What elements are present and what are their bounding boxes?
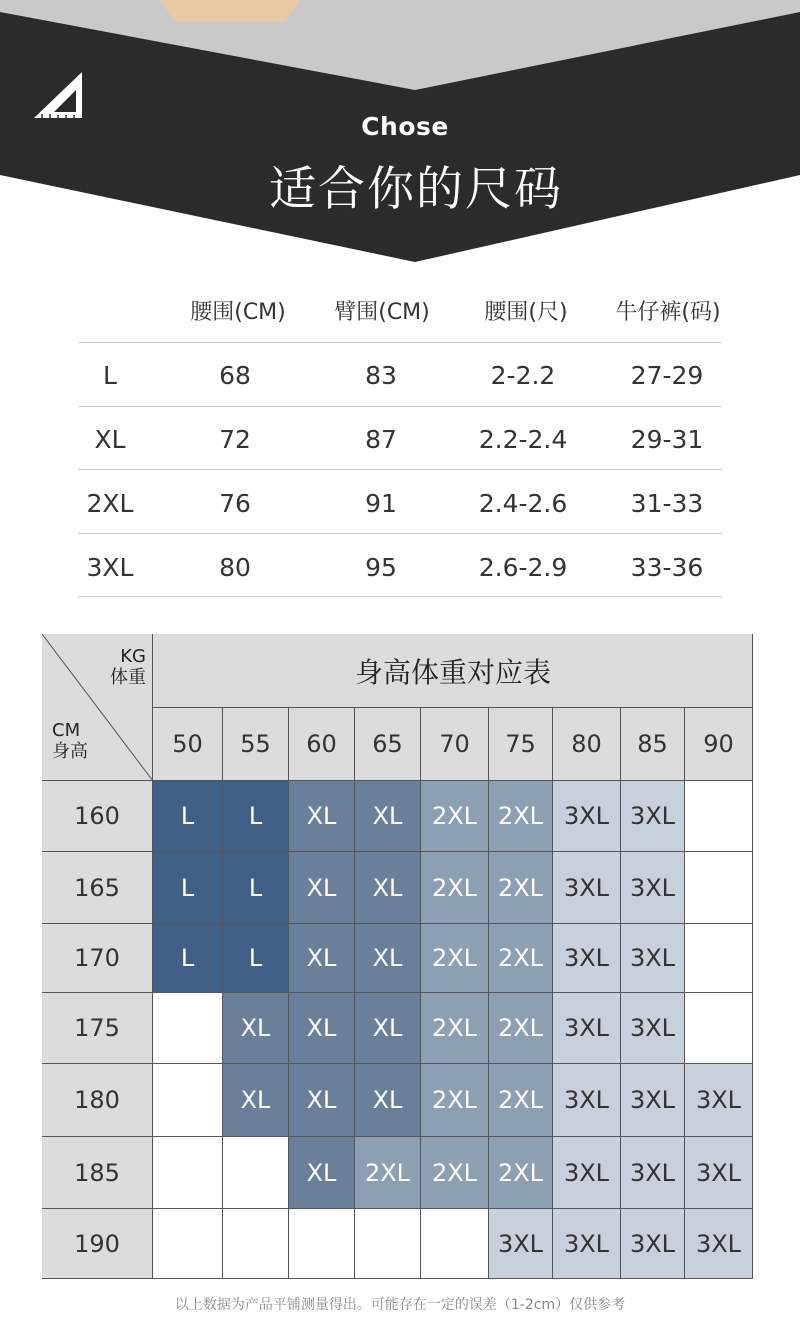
grid-cell: 3XL <box>621 1209 685 1279</box>
grid-cell: 2XL <box>421 1064 489 1137</box>
grid-cell: 2XL <box>421 924 489 993</box>
grid-cell <box>355 1209 421 1279</box>
size-table-cell: 2.4-2.6 <box>478 489 568 518</box>
grid-cell <box>685 993 753 1064</box>
size-table-cell: 87 <box>365 425 397 454</box>
weight-header: 65 <box>355 708 421 781</box>
size-table-cell: 2.6-2.9 <box>478 553 568 582</box>
grid-cell: L <box>153 781 223 852</box>
grid-cell <box>153 1209 223 1279</box>
grid-cell: 3XL <box>621 1137 685 1209</box>
banner-title-zh: 适合你的尺码 <box>269 162 563 217</box>
grid-cell: 3XL <box>621 993 685 1064</box>
grid-cell: 2XL <box>489 1137 553 1209</box>
weight-header: 90 <box>685 708 753 781</box>
size-table-cell: 2-2.2 <box>490 361 556 390</box>
grid-cell: 2XL <box>421 781 489 852</box>
grid-cell <box>223 1137 289 1209</box>
grid-cell: XL <box>289 1064 355 1137</box>
grid-cell: L <box>223 781 289 852</box>
weight-header: 55 <box>223 708 289 781</box>
size-table-cell: 68 <box>219 361 251 390</box>
grid-cell: 2XL <box>489 1064 553 1137</box>
grid-cell: 2XL <box>489 924 553 993</box>
height-header: 190 <box>42 1209 153 1279</box>
grid-cell <box>223 1209 289 1279</box>
size-label: 3XL <box>86 553 134 582</box>
grid-cell: 2XL <box>421 993 489 1064</box>
grid-cell <box>153 1064 223 1137</box>
size-table-cell: 27-29 <box>630 361 704 390</box>
grid-cell: 3XL <box>621 924 685 993</box>
grid-cell <box>685 781 753 852</box>
weight-header: 75 <box>489 708 553 781</box>
grid-cell <box>685 924 753 993</box>
size-table-cell: 72 <box>219 425 251 454</box>
grid-cell: XL <box>289 781 355 852</box>
grid-cell: 2XL <box>489 993 553 1064</box>
size-table-cell: 2.2-2.4 <box>478 425 568 454</box>
size-table-divider <box>78 406 722 407</box>
grid-cell: XL <box>223 1064 289 1137</box>
grid-cell: 3XL <box>621 781 685 852</box>
grid-cell: 3XL <box>621 1064 685 1137</box>
corner-weight-label <box>98 646 146 688</box>
grid-cell: XL <box>355 993 421 1064</box>
grid-cell <box>685 852 753 924</box>
banner-title-en: Chose <box>361 112 449 141</box>
size-table-header: 腰围(CM) <box>190 300 286 325</box>
size-table-divider <box>78 469 722 470</box>
size-table-divider <box>78 342 722 343</box>
weight-header: 70 <box>421 708 489 781</box>
size-table-header: 臂围(CM) <box>334 300 430 325</box>
grid-cell: 2XL <box>489 781 553 852</box>
grid-cell <box>421 1209 489 1279</box>
grid-cell <box>289 1209 355 1279</box>
size-table-cell: 76 <box>219 489 251 518</box>
size-table-cell: 31-33 <box>630 489 704 518</box>
grid-cell: 3XL <box>553 993 621 1064</box>
size-table-divider <box>78 533 722 534</box>
size-label: 2XL <box>86 489 134 518</box>
grid-cell: 3XL <box>553 781 621 852</box>
size-table-cell: 95 <box>365 553 397 582</box>
size-label: L <box>103 361 117 390</box>
grid-cell: 3XL <box>553 1064 621 1137</box>
grid-cell: XL <box>355 852 421 924</box>
grid-cell: 3XL <box>685 1137 753 1209</box>
size-table-cell: 91 <box>365 489 397 518</box>
size-table-cell: 80 <box>219 553 251 582</box>
grid-cell: 2XL <box>421 852 489 924</box>
grid-cell: XL <box>289 1137 355 1209</box>
grid-cell: L <box>153 924 223 993</box>
size-label: XL <box>94 425 126 454</box>
grid-cell: 2XL <box>489 852 553 924</box>
size-table-header: 牛仔裤(码) <box>615 300 721 325</box>
grid-cell: L <box>223 852 289 924</box>
grid-cell: 3XL <box>621 852 685 924</box>
weight-header: 50 <box>153 708 223 781</box>
grid-cell: XL <box>355 781 421 852</box>
corner-weight-unit: KG <box>120 646 146 667</box>
grid-cell: XL <box>289 993 355 1064</box>
grid-cell: 3XL <box>489 1209 553 1279</box>
size-table-divider <box>78 596 722 597</box>
weight-header: 85 <box>621 708 685 781</box>
height-header: 165 <box>42 852 153 924</box>
grid-cell: L <box>153 852 223 924</box>
grid-cell: XL <box>289 852 355 924</box>
grid-cell: 3XL <box>685 1064 753 1137</box>
size-table-cell: 83 <box>365 361 397 390</box>
weight-header: 60 <box>289 708 355 781</box>
grid-cell: 3XL <box>553 1209 621 1279</box>
size-table-header: 腰围(尺) <box>484 300 568 325</box>
grid-cell: 3XL <box>685 1209 753 1279</box>
corner-weight-text: 体重 <box>110 667 146 688</box>
grid-title: 身高体重对应表 <box>354 656 551 689</box>
grid-cell: XL <box>289 924 355 993</box>
height-header: 160 <box>42 781 153 852</box>
grid-cell: L <box>223 924 289 993</box>
weight-header: 80 <box>553 708 621 781</box>
size-table-cell: 33-36 <box>630 553 704 582</box>
grid-cell: XL <box>355 924 421 993</box>
grid-cell: 3XL <box>553 852 621 924</box>
footnote: 以上数据为产品平铺测量得出。可能存在一定的误差（1-2cm）仅供参考 <box>174 1297 626 1313</box>
grid-cell <box>153 1137 223 1209</box>
height-header: 175 <box>42 993 153 1064</box>
corner-height-label <box>52 720 88 762</box>
height-header: 180 <box>42 1064 153 1137</box>
corner-height-text: 身高 <box>52 741 88 762</box>
grid-cell: 2XL <box>355 1137 421 1209</box>
size-table-cell: 29-31 <box>630 425 704 454</box>
grid-cell: 3XL <box>553 924 621 993</box>
grid-cell: 2XL <box>421 1137 489 1209</box>
grid-cell: XL <box>223 993 289 1064</box>
height-header: 185 <box>42 1137 153 1209</box>
corner-height-unit: CM <box>52 720 81 741</box>
grid-cell: XL <box>355 1064 421 1137</box>
grid-cell: 3XL <box>553 1137 621 1209</box>
height-header: 170 <box>42 924 153 993</box>
grid-cell <box>153 993 223 1064</box>
